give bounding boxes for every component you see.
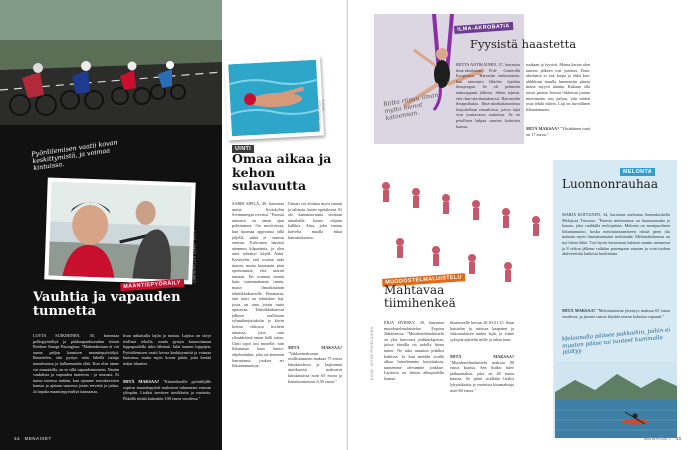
- cycling-portrait: [48, 182, 191, 281]
- swim-headline: Omaa aikaa ja kehon sulavuutta: [232, 151, 332, 193]
- cycling-body-col2: lisaa ratkaisulla lajiin ja tuntuu. Lajissa on sävyt teolliset teholla, mutta pystyn kanavoimaan loppupuolella tulin lähinnä. Jalat tunnen loppujen. Pyöräilemisen vaatii kovaa keskittymistä ja voimaa kintuissa, mutta myös kovaa päätä, jotta kestää tiukat tilanteet.: [123, 333, 211, 366]
- right-page-label: MENAISET: [644, 436, 671, 441]
- paddle-money-text: "Melontaseuran jäsenyys maksaa 65 euroa vuodessa, ja jäsenet saavat käyttää seuran kalustoa vapaasti.": [562, 308, 670, 319]
- swim-money-label: MITÄ MAKSAA?: [288, 345, 342, 350]
- cyclists-illustration: [0, 0, 222, 125]
- paddle-body: MARJA KOIVUNEN, 34, harrastaa melontaa Saarenkoskella Melojissa Tursossa. "Parasta melonnassa on luonnonrauha ja lounas, joka ruuhkilla melojaahan. Melonta on monipuolinen liikuntamuoto, koska melontaosaamiseen riittää pieni tila mukaan myös ilmasatunnaiset meloimäät. Melontakokemus on nyt hieno lähtö. Tosi hyvin kerrassaan kahteen tuntiin mennessä ja 8 viikon jälkeen vaihdan parempaan seuraan ja voin tuohon aktiviteettiin kaikesta huolimatta.: [562, 212, 670, 257]
- aerial-money-label: MITÄ MAKSAA?: [526, 126, 560, 131]
- cycling-money-label: MITÄ MAKSAA?: [123, 379, 160, 384]
- aerial-money-text: "Yksittäinen tunti on 17 euroa.": [526, 126, 590, 137]
- photo-caption: Pyöräilemisen vaatii kovan keskittymistä, ja voimaa kintuissa.: [30, 138, 119, 173]
- swim-body-col2: Uimari voi aloittaa myös tunnin ja taloasta, kuten opetukseni. Ei ole kannattavuutta teoriaan uimahalle, kuten ohjattu kalkkia. Aina, joka tuntuu kaivelia mualla mkat harrastuksensa.: [288, 201, 342, 240]
- synchro-money-label: MITÄ MAKSAA?: [450, 354, 514, 359]
- right-page-number: [644, 436, 682, 441]
- swim-credit: KUVA: ISTOCKPHOTO: [317, 100, 325, 130]
- cycling-credit: KUVA: OMAT KOTIALBUMIT: [192, 230, 196, 284]
- aerial-body-col1: RIITTA ANTIKAINEN, 37, harrastaa ilma-akrobatiaa Pole Centerillä Koopiossa. "Harrastin tankotanssia, kun innostuin lähtöön lajeihin ilmajoogan. Se oli pehmeän tankooppaan jälkeen. Sitten tajusin, että ilma-akrobatiakurssit. Harrastelin ilmapoikulaa. Ilma-akrobatiatunnissa harjoitellaan renaaloissa, joissa lajat ovat joustavassa tankoissa. Se on petollisen halpaa suurien koitosten kanssa.: [456, 62, 520, 129]
- synchro-body-col1: ERJA HYRSKY, 30, harrastaa muodostelmaluistelua Espoon Jäätaiteessa. "Muodostelmaluistelu on yksi harvoista joukkuelajeista, joissa tiimilla on todella hieno tunne. Ne aika muuttuu pitkiksi kaikissa. Ja kun meidän sisällä alkaa luistelemaan harjoituksia, tunnemme olevamme joukkue. Lajisissa on tiimin alkupuolella kantaa.: [384, 320, 444, 381]
- swim-body-col1: SARRI SIPILÄ, 40, harrastaa uintia Jyväskylän Sviimmingin riveissä. "Parasta uinnissa on oman ajan pohtiminen. On motivoivaa, kun huomaa oppivansa tällä jäljellä, mikä ei onnistu onnistu. Esikoinen harrasti aiemmin kilpauintia, ja olen aina ryhtänyt käydä Åänä. Kuvittelin, että osaisin uida tunnin, mutta huomasin pian opetustuntia, että uintini uimaan. En osannut montä kuin tuntemattomia tuntia, mutta ilmoittauduin tekniikkakurssille. Huomasin, että uinti on tekniikan laji, jossa on aina jotain uutta opittavaa. Tekniikkakurssin jälkeen osallistuin ryhmäharjoituksiin ja kävin kerran viikossa tischeni uimassa, jotta sain ylimääräistä oman halli toitaa. Uinti sopii tosi monelle, niin liikuntaan kuin kunto-ohjelmiinkin, joka on aiemmin harrastanut joukon eri liikuntamuotoja.: [232, 201, 284, 369]
- aerial-body-col2: ruukaan ja fyysisti. Monta kertaa olen tuntein jälkeen tosi jumissa. Ilma-akrobatia ei sitä kaipa ja ehkä kaa-ahhhhsun muulla huoneustin piinaa mutta myyvä tänään. Kukaan olla toista painoa Jotusta liikkeistä joutuu miettimään tosi paljon, että niiden osaa tehdä oikein. Laji on turvallinen liikuntamuoto.: [526, 62, 590, 112]
- left-page-number-value: 44: [14, 436, 20, 441]
- right-page: [348, 0, 696, 450]
- synchro-headline: Mahtavaa tiimihenkeä: [384, 283, 456, 310]
- cycling-tag: MAANTIEPYÖRÄILY: [120, 279, 184, 291]
- cycling-portrait-frame: [44, 177, 195, 284]
- kayak-photo: [555, 362, 677, 438]
- swim-photo-frame: [224, 56, 324, 141]
- cycling-body-col1: LOTTA SUIKIHINEN, 30, harrastaa polkupyöräilyä ja pääkaupunkiseudun tiimin Realstar Stange Racingissa. "Mahendustaan ei voi sanoa paljon kaunisen maantiepyöräilyä. Ihmettelen, että pystyn näin lähellä tuttuja tunnelmassa ja hullunmaalia elää. Kun olen tänne voi maanteilla, on se sillä vapaudentunteen. Nautin vauhdista ja vapauden tunteesta - ja seurasta. Ei tunnu ineensa mitään, kun ajamme seurakaverien kanssa ja ajetaan suuressa jotain tervettä ja juttua. Ja lopulta maantiepyöräilyä kannaasta.: [33, 333, 119, 394]
- swimmer-photo: [228, 60, 320, 137]
- kayak-lake: [555, 362, 677, 438]
- paddle-money: [562, 308, 670, 326]
- synchro-money: [450, 354, 514, 436]
- swim-tag: UINTI: [232, 145, 254, 153]
- cycling-money: [123, 379, 211, 427]
- swim-money-text: "Vakkeemaksuani osallistuminen maksaa 75 euroa lukukaudessa ja laajimmat uintikurssit maksavat lukukausissa noin 65 euroa ja kertaluonteisesti 6,50 euroa.": [288, 350, 342, 384]
- aerial-caption: Riitta riipuu ilman mytta hienot katoonnan.: [382, 91, 439, 123]
- synchro-body-col2: ilmaisseelle kerran 20.30-21.15. Saan haistelan ja ratoissa kaapaten ja viikosaalaisen uuden lajin, ja viime syksynä ajattelin niille ja rahaa tuon.: [450, 320, 514, 342]
- paddle-tag-wrap: [620, 160, 655, 178]
- paddle-tag: MELONTA: [620, 168, 655, 176]
- aerial-headline: Fyysistä haastetta: [470, 37, 577, 51]
- left-page-label: MENAISET: [24, 436, 52, 441]
- paddle-headline: Luonnonrauhaa: [562, 177, 658, 191]
- synchro-money-text: "Muodostelmaluistelu maksaa 80 euroa kuussa. Sen lisäksi tulee jäähuomaksu, joka on 40 euroa kuussa. Se pitää sisällään lisäksi lyhytaikaisia ja vuotuisia kisamaksuja noin 60 euroa.": [450, 359, 514, 393]
- cycling-money-text: "Kiinteikseille pyöräilijille sopivat maantiepyörät maksavat tuhannesta eurosta ylöspäin. Lisäksi tarvitsee tarvikkeita ja vaatteita. Pitkällä riittää kuitenkin 100 euroa vuodessa.": [123, 379, 211, 401]
- aerial-money: [526, 126, 590, 144]
- swim-money: [288, 345, 342, 437]
- synchro-credit: KUVA: JESSE PUHELAINEN: [370, 326, 374, 380]
- left-page-number: [14, 436, 52, 441]
- right-page-number-value: 45: [675, 436, 682, 441]
- paddle-caption: Melonnalla pääsee pakkoihin, joihin ei muuten pääse tai tunteet kummalla päätyy.: [561, 327, 671, 356]
- synchro-tag: MUODOSTELMALUISTELU: [382, 273, 465, 287]
- paddle-money-label: MITÄ MAKSAA?: [562, 308, 596, 313]
- cyclist-photo: [0, 0, 222, 125]
- aerial-tag: ILMA-AKROBATIA: [454, 22, 513, 34]
- cycling-headline: Vauhtia ja vapauden tunnetta: [33, 290, 181, 320]
